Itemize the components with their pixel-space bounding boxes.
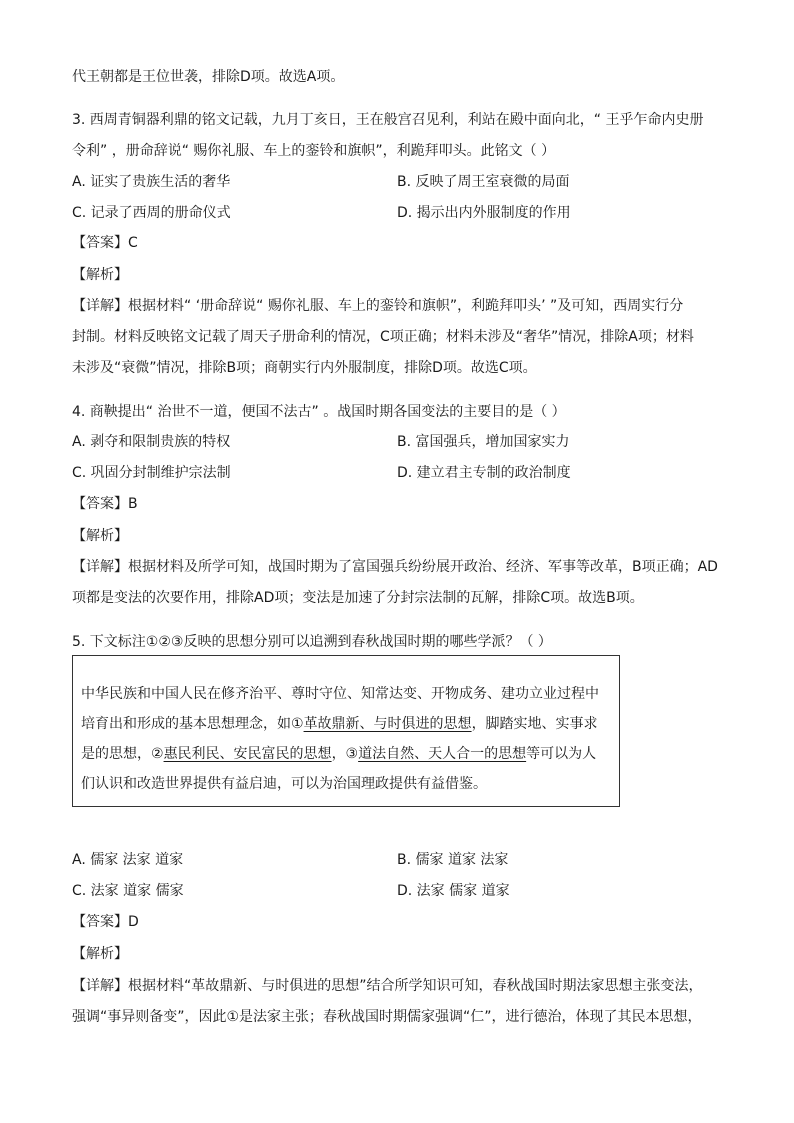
q3-answer-value: C <box>128 235 138 251</box>
q5-option-a: A. 儒家 法家 道家 <box>72 852 184 868</box>
q3-answer-label: 【答案】 <box>72 235 128 251</box>
underlined-phrase-3: 道法自然、天人合一的思想 <box>358 746 527 762</box>
q4-option-b: B. 富国强兵，增加国家实力 <box>397 434 570 450</box>
q3-detail-line2: 封制。材料反映铭文记载了周天子册命利的情况，C项正确；材料未涉及“奢华”情况，排除A项；材料 <box>72 329 694 345</box>
q3-option-b: B. 反映了周王室衰微的局面 <box>397 174 570 190</box>
q3-stem-line1: 3. 西周青铜器利鼎的铭文记载，九月丁亥日，王在般宫召见利，利站在殿中面向北，“ 王乎乍命内史册 <box>72 112 704 128</box>
q4-stem-line1: 4. 商鞅提出“ 治世不一道，便国不法古” 。战国时期各国变法的主要目的是（ ） <box>72 404 566 420</box>
underlined-phrase-1: 革故鼎新、与时俱进的思想 <box>303 716 472 732</box>
material-line2 <box>81 714 598 734</box>
material-text: 等可以为人 <box>526 746 597 762</box>
q4-option-c: C. 巩固分封制维护宗法制 <box>72 465 231 481</box>
q5-analysis-label: 【解析】 <box>72 946 128 962</box>
q3-detail-line3: 未涉及“衰微”情况，排除B项；商朝实行内外服制度，排除D项。故选C项。 <box>72 360 537 376</box>
material-text: 是的思想，② <box>81 746 164 762</box>
material-line4: 们认识和改造世界提供有益启迪，可以为治国理政提供有益借鉴。 <box>81 776 487 792</box>
material-line3 <box>81 744 596 764</box>
q5-answer <box>72 912 139 932</box>
q3-stem-line2: 令利” ，册命辞说“ 赐你礼服、车上的銮铃和旗帜”，利跪拜叩头。此铭文（ ） <box>72 143 556 159</box>
q5-option-b: B. 儒家 道家 法家 <box>397 852 509 868</box>
q5-answer-value: D <box>128 914 139 930</box>
q3-option-d: D. 揭示出内外服制度的作用 <box>397 205 571 221</box>
q5-detail-line2: 强调“事异则备变”，因此①是法家主张；春秋战国时期儒家强调“仁”，进行德治，体现了其民本思想， <box>72 1009 702 1025</box>
underlined-phrase-2: 惠民利民、安民富民的思想 <box>163 746 332 762</box>
q5-material-box <box>72 655 620 807</box>
q3-answer <box>72 233 138 253</box>
q5-option-c: C. 法家 道家 儒家 <box>72 883 184 899</box>
q4-option-d: D. 建立君主专制的政治制度 <box>397 465 571 481</box>
q3-option-a: A. 证实了贵族生活的奢华 <box>72 174 231 190</box>
q5-option-d: D. 法家 儒家 道家 <box>397 883 510 899</box>
material-text: 培育出和形成的基本思想理念，如① <box>81 716 304 732</box>
q4-answer-value: B <box>128 496 138 512</box>
q4-option-a: A. 剥夺和限制贵族的特权 <box>72 434 231 450</box>
q3-detail-line1: 【详解】根据材料“ ‘册命辞说“ 赐你礼服、车上的銮铃和旗帜”，利跪拜叩头’ ”及可知，西周实行分 <box>72 298 684 314</box>
material-line1: 中华民族和中国人民在修齐治平、尊时守位、知常达变、开物成务、建功立业过程中 <box>81 686 599 702</box>
q3-analysis-label: 【解析】 <box>72 267 128 283</box>
q4-answer-label: 【答案】 <box>72 496 128 512</box>
q5-answer-label: 【答案】 <box>72 914 128 930</box>
q4-answer <box>72 494 138 514</box>
q4-detail-line1: 【详解】根据材料及所学可知，战国时期为了富国强兵纷纷展开政治、经济、军事等改革，B项正确；AD <box>72 559 718 575</box>
q3-option-c: C. 记录了西周的册命仪式 <box>72 205 231 221</box>
carryover-text: 代王朝都是王位世袭，排除D项。故选A项。 <box>72 69 345 85</box>
material-text: ，③ <box>331 746 359 762</box>
material-text: ，脚踏实地、实事求 <box>471 716 598 732</box>
q5-stem-line1: 5. 下文标注①②③反映的思想分别可以追溯到春秋战国时期的哪些学派？（ ） <box>72 634 552 650</box>
q4-detail-line2: 项都是变法的次要作用，排除AD项；变法是加速了分封宗法制的瓦解，排除C项。故选B项。 <box>72 590 644 606</box>
q4-analysis-label: 【解析】 <box>72 528 128 544</box>
q5-detail-line1: 【详解】根据材料“革故鼎新、与时俱进的思想”结合所学知识可知，春秋战国时期法家思想主张变法， <box>72 978 703 994</box>
